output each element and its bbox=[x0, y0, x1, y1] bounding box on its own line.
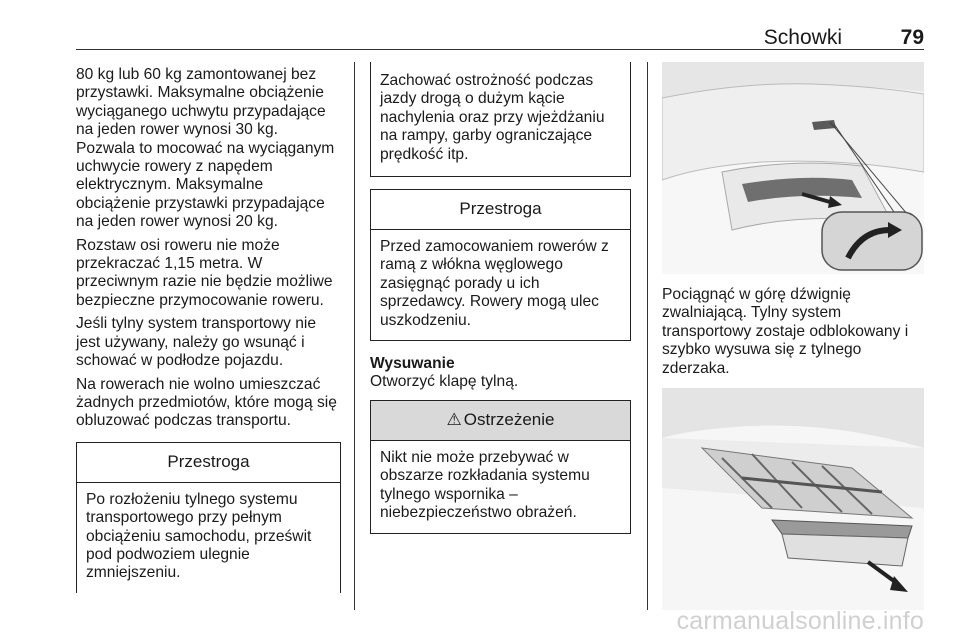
caution-box bbox=[76, 442, 341, 593]
paragraph: Na rowerach nie wolno umieszczać żadnych przedmiotów, które mogą się obluzować podczas transportu. bbox=[76, 375, 337, 430]
column-divider-1 bbox=[354, 62, 355, 610]
warning-title: Ostrzeżenie bbox=[463, 410, 555, 430]
warning-box bbox=[370, 400, 631, 534]
bike-carrier-illustration bbox=[662, 388, 924, 610]
caution-text: Przed zamocowaniem rowerów z ramą z włókna węglowego zasięgnąć porady u ich sprzedawcy. Rowery mogą ulec uszkodzeniu. bbox=[380, 238, 609, 329]
page-number: 79 bbox=[900, 26, 924, 49]
page-header bbox=[76, 26, 924, 50]
watermark: carmanualsonline.info bbox=[676, 607, 924, 635]
instruction-text: Pociągnąć w górę dźwignię zwalniającą. Tylny system transportowy zostaje odblokowany i szybko wysuwa się z tylnego zderzaka. bbox=[662, 286, 909, 377]
caution-box-continued: Zachować ostrożność podczas jazdy drogą o dużym kącie nachylenia oraz przy wjeżdżaniu na rampy, garby ograniczające prędkość itp. bbox=[370, 62, 631, 177]
warning-text: Nikt nie może przebywać w obszarze rozkładania systemu tylnego wspornika – niebezpieczeństwo obrażeń. bbox=[380, 448, 590, 522]
figure-release-lever bbox=[662, 62, 924, 274]
step-text: Otworzyć klapę tylną. bbox=[370, 373, 519, 391]
paragraph: 80 kg lub 60 kg zamontowanej bez przystawki. Maksymalne obciążenie wyciąganego uchwytu przypadające na jeden rower wynosi 30 kg. Pozwala to mocować na wyciąganym uchwycie rowery z napędem elektrycznym. Maksymalne obciążenie przystawki przypadające na jeden rower wynosi 20 kg. bbox=[76, 66, 335, 231]
column-3 bbox=[662, 66, 924, 610]
warning-triangle-icon: ⚠ bbox=[446, 410, 462, 430]
paragraph: Rozstaw osi roweru nie może przekraczać 1,15 metra. W przeciwnym razie nie będzie możliwe bezpieczne przymocowanie roweru. bbox=[76, 236, 333, 309]
section-title: Schowki bbox=[763, 26, 842, 49]
caution-box bbox=[370, 189, 631, 341]
tailgate-illustration bbox=[662, 62, 924, 274]
caution-title: Przestroga bbox=[371, 190, 630, 230]
figure-bike-carrier bbox=[662, 388, 924, 610]
caution-text: Po rozłożeniu tylnego systemu transportowego przy pełnym obciążeniu samochodu, prześwit pod podwoziem ulegnie zmniejszeniu. bbox=[86, 490, 312, 582]
caution-title: Przestroga bbox=[77, 443, 340, 483]
column-2 bbox=[370, 62, 631, 534]
column-1 bbox=[76, 66, 341, 593]
warning-header bbox=[371, 401, 630, 441]
column-divider-2 bbox=[647, 62, 648, 610]
paragraph: Jeśli tylny system transportowy nie jest używany, należy go wsunąć i schować w podłodze pojazdu. bbox=[76, 315, 317, 370]
section-heading: Wysuwanie bbox=[370, 355, 455, 373]
